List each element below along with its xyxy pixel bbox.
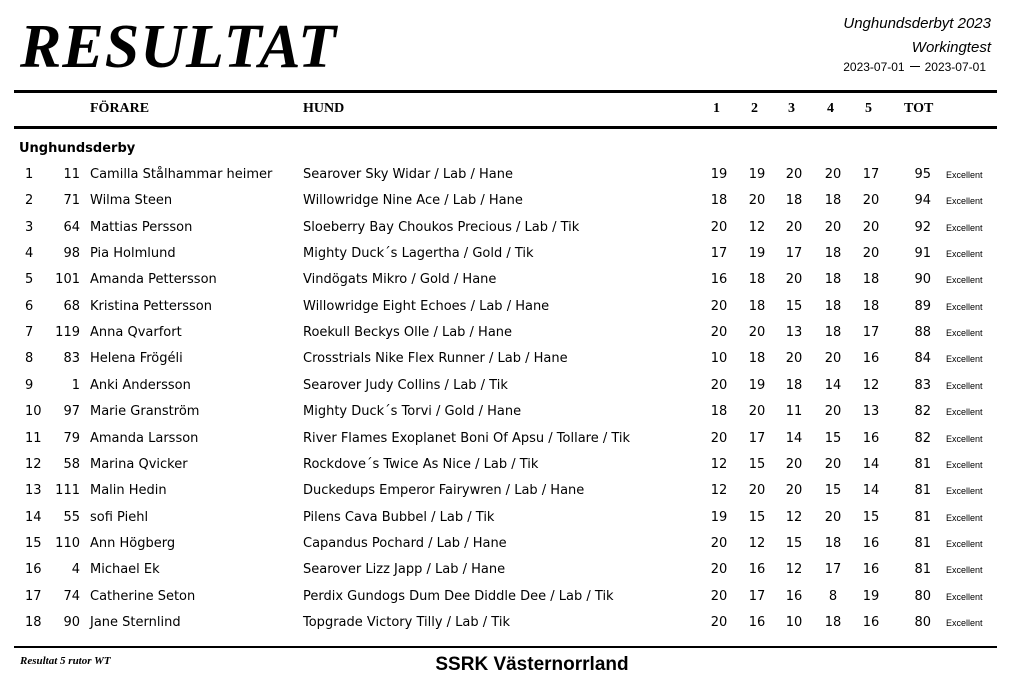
total-cell: 83 <box>914 377 931 393</box>
score-2-cell: 17 <box>748 430 766 446</box>
score-5-cell: 16 <box>862 535 880 551</box>
handler-cell: Amanda Pettersson <box>90 272 217 288</box>
table-row <box>0 615 1024 641</box>
total-cell: 81 <box>914 562 931 578</box>
place-cell: 16 <box>25 562 42 578</box>
score-2-cell: 18 <box>748 298 766 314</box>
prize-cell: Excellent <box>946 617 983 628</box>
table-row <box>0 272 1024 298</box>
dog-cell: Topgrade Victory Tilly / Lab / Tik <box>303 614 510 630</box>
score-1-cell: 20 <box>710 377 728 393</box>
score-4-cell: 20 <box>824 167 842 182</box>
score-3-cell: 20 <box>785 456 803 472</box>
prize-cell: Excellent <box>946 433 983 444</box>
score-5-cell: 20 <box>862 246 880 262</box>
prize-cell: Excellent <box>946 275 983 286</box>
handler-cell: Amanda Larsson <box>90 430 199 446</box>
place-cell: 12 <box>25 456 42 472</box>
dog-cell: Roekull Beckys Olle / Lab / Hane <box>303 325 513 341</box>
score-1-cell: 19 <box>710 509 728 525</box>
event-info <box>843 12 991 60</box>
column-header-2: 2 <box>751 101 758 116</box>
score-5-cell: 16 <box>862 430 880 446</box>
score-1-cell: 16 <box>710 272 728 288</box>
prize-cell: Excellent <box>946 222 983 233</box>
score-2-cell: 20 <box>748 404 766 420</box>
table-row <box>0 246 1024 272</box>
score-3-cell: 11 <box>785 404 803 420</box>
place-cell: 2 <box>25 193 34 209</box>
place-cell: 1 <box>25 167 34 182</box>
score-1-cell: 12 <box>710 483 728 499</box>
prize-cell: Excellent <box>946 328 983 339</box>
event-type: Workingtest <box>911 39 991 56</box>
prize-cell: Excellent <box>946 565 983 576</box>
table-row <box>0 351 1024 377</box>
total-cell: 91 <box>914 246 931 262</box>
score-5-cell: 19 <box>862 588 880 604</box>
score-5-cell: 17 <box>862 167 880 182</box>
total-cell: 81 <box>914 483 931 499</box>
handler-cell: Marina Qvicker <box>90 456 188 472</box>
score-2-cell: 19 <box>748 377 766 393</box>
start-number-cell: 111 <box>55 483 80 499</box>
handler-cell: Wilma Steen <box>90 193 173 209</box>
place-cell: 17 <box>25 588 42 604</box>
score-4-cell: 8 <box>828 588 838 604</box>
handler-cell: Pia Holmlund <box>90 246 176 262</box>
start-number-cell: 98 <box>63 246 80 262</box>
prize-cell: Excellent <box>946 354 983 365</box>
total-cell: 94 <box>914 193 931 209</box>
score-3-cell: 12 <box>785 509 803 525</box>
score-5-cell: 17 <box>862 325 880 341</box>
start-number-cell: 90 <box>63 614 80 630</box>
place-cell: 15 <box>25 535 42 551</box>
start-number-cell: 79 <box>63 430 80 446</box>
score-1-cell: 20 <box>710 430 728 446</box>
prize-cell: Excellent <box>946 538 983 549</box>
header-rule-top <box>14 90 997 93</box>
handler-cell: Mattias Persson <box>90 219 193 235</box>
table-row <box>0 325 1024 351</box>
score-3-cell: 17 <box>785 246 803 262</box>
total-cell: 81 <box>914 509 931 525</box>
score-3-cell: 18 <box>785 377 803 393</box>
total-cell: 92 <box>914 219 931 235</box>
score-2-cell: 19 <box>748 167 766 182</box>
event-name: Unghundsderbyt 2023 <box>843 15 991 32</box>
table-row <box>0 167 1024 193</box>
score-4-cell: 18 <box>824 246 842 262</box>
column-header-3: 3 <box>788 101 795 116</box>
score-5-cell: 14 <box>862 483 880 499</box>
dog-cell: Duckedups Emperor Fairywren / Lab / Hane <box>303 483 585 499</box>
score-3-cell: 13 <box>785 325 803 341</box>
score-3-cell: 20 <box>785 351 803 367</box>
score-2-cell: 20 <box>748 325 766 341</box>
dog-cell: Perdix Gundogs Dum Dee Diddle Dee / Lab / Tik <box>303 588 614 604</box>
column-header-total: TOT <box>904 101 934 116</box>
start-number-cell: 68 <box>63 298 80 314</box>
prize-cell: Excellent <box>946 459 983 470</box>
table-row <box>0 404 1024 430</box>
column-header-4: 4 <box>827 101 834 116</box>
score-3-cell: 16 <box>785 588 803 604</box>
score-2-cell: 18 <box>748 351 766 367</box>
score-1-cell: 20 <box>710 325 728 341</box>
footer-club: SSRK Västernorrland <box>435 654 629 675</box>
score-4-cell: 18 <box>824 298 842 314</box>
score-5-cell: 18 <box>862 272 880 288</box>
score-1-cell: 18 <box>710 404 728 420</box>
total-cell: 81 <box>914 535 931 551</box>
prize-cell: Excellent <box>946 249 983 260</box>
dog-cell: Pilens Cava Bubbel / Lab / Tik <box>303 509 495 525</box>
score-3-cell: 10 <box>785 614 803 630</box>
place-cell: 9 <box>25 377 34 393</box>
start-number-cell: 55 <box>63 509 80 525</box>
total-cell: 90 <box>914 272 931 288</box>
prize-cell: Excellent <box>946 486 983 497</box>
dog-cell: Capandus Pochard / Lab / Hane <box>303 535 507 551</box>
score-3-cell: 20 <box>785 219 803 235</box>
score-2-cell: 20 <box>748 483 766 499</box>
score-3-cell: 20 <box>785 167 803 182</box>
prize-cell: Excellent <box>946 301 983 312</box>
column-header-1: 1 <box>713 101 720 116</box>
start-number-cell: 58 <box>63 456 80 472</box>
handler-cell: Anna Qvarfort <box>90 325 182 341</box>
handler-cell: Ann Högberg <box>90 535 176 551</box>
prize-cell: Excellent <box>946 591 983 602</box>
table-row <box>0 589 1024 615</box>
score-4-cell: 14 <box>824 377 842 393</box>
score-4-cell: 18 <box>824 535 842 551</box>
score-5-cell: 20 <box>862 193 880 209</box>
start-number-cell: 1 <box>71 377 80 393</box>
table-row <box>0 457 1024 483</box>
footer-note: Resultat 5 rutor WT <box>20 655 111 667</box>
score-2-cell: 16 <box>748 562 766 578</box>
dog-cell: Sloeberry Bay Choukos Precious / Lab / Tik <box>303 219 580 235</box>
handler-cell: Helena Frögéli <box>90 351 183 367</box>
handler-cell: Michael Ek <box>90 562 160 578</box>
score-3-cell: 20 <box>785 483 803 499</box>
total-cell: 82 <box>914 404 931 420</box>
score-3-cell: 18 <box>785 193 803 209</box>
score-2-cell: 12 <box>748 535 766 551</box>
score-4-cell: 20 <box>824 219 842 235</box>
start-number-cell: 110 <box>55 535 80 551</box>
score-4-cell: 20 <box>824 456 842 472</box>
score-1-cell: 10 <box>710 351 728 367</box>
prize-cell: Excellent <box>946 170 983 180</box>
table-row <box>0 193 1024 219</box>
score-3-cell: 15 <box>785 535 803 551</box>
score-5-cell: 16 <box>862 562 880 578</box>
footer-rule <box>14 646 997 648</box>
start-number-cell: 4 <box>71 562 80 578</box>
handler-cell: Jane Sternlind <box>90 614 181 630</box>
prize-cell: Excellent <box>946 407 983 418</box>
score-5-cell: 12 <box>862 377 880 393</box>
score-1-cell: 20 <box>710 614 728 630</box>
handler-cell: Kristina Pettersson <box>90 298 212 314</box>
score-5-cell: 18 <box>862 298 880 314</box>
score-2-cell: 15 <box>748 509 766 525</box>
total-cell: 89 <box>914 298 931 314</box>
score-2-cell: 17 <box>748 588 766 604</box>
prize-cell: Excellent <box>946 512 983 523</box>
dog-cell: Mighty Duck´s Lagertha / Gold / Tik <box>303 246 534 262</box>
handler-cell: Marie Granström <box>90 404 200 420</box>
score-1-cell: 18 <box>710 193 728 209</box>
table-row <box>0 536 1024 562</box>
event-dates <box>843 60 986 74</box>
start-number-cell: 83 <box>63 351 80 367</box>
score-4-cell: 18 <box>824 272 842 288</box>
score-4-cell: 18 <box>824 325 842 341</box>
score-2-cell: 16 <box>748 614 766 630</box>
dog-cell: Mighty Duck´s Torvi / Gold / Hane <box>303 404 522 420</box>
start-number-cell: 97 <box>63 404 80 420</box>
section-title: Unghundsderby <box>19 141 136 156</box>
handler-cell: Malin Hedin <box>90 483 167 499</box>
start-number-cell: 119 <box>55 325 80 341</box>
prize-cell: Excellent <box>946 380 983 391</box>
dog-cell: Searover Sky Widar / Lab / Hane <box>303 167 514 182</box>
table-row <box>0 483 1024 509</box>
place-cell: 7 <box>25 325 34 341</box>
dog-cell: Willowridge Eight Echoes / Lab / Hane <box>303 298 550 314</box>
column-header-dog: HUND <box>303 101 345 116</box>
score-4-cell: 15 <box>824 430 842 446</box>
score-5-cell: 15 <box>862 509 880 525</box>
score-1-cell: 20 <box>710 588 728 604</box>
total-cell: 84 <box>914 351 931 367</box>
place-cell: 18 <box>25 614 42 630</box>
place-cell: 11 <box>25 430 42 446</box>
date-to: 2023-07-01 <box>924 60 986 74</box>
score-1-cell: 20 <box>710 219 728 235</box>
score-4-cell: 17 <box>824 562 842 578</box>
total-cell: 88 <box>914 325 931 341</box>
handler-cell: Anki Andersson <box>90 377 191 393</box>
total-cell: 95 <box>914 167 931 182</box>
place-cell: 10 <box>25 404 42 420</box>
score-2-cell: 19 <box>748 246 766 262</box>
score-2-cell: 15 <box>748 456 766 472</box>
dog-cell: Crosstrials Nike Flex Runner / Lab / Hane <box>303 351 568 367</box>
start-number-cell: 101 <box>55 272 80 288</box>
place-cell: 5 <box>25 272 34 288</box>
score-4-cell: 20 <box>824 351 842 367</box>
place-cell: 6 <box>25 298 34 314</box>
score-5-cell: 14 <box>862 456 880 472</box>
table-row <box>0 510 1024 536</box>
score-3-cell: 12 <box>785 562 803 578</box>
total-cell: 81 <box>914 456 931 472</box>
dog-cell: Searover Lizz Japp / Lab / Hane <box>303 562 506 578</box>
start-number-cell: 64 <box>63 219 80 235</box>
score-1-cell: 19 <box>710 167 728 182</box>
table-row <box>0 220 1024 246</box>
total-cell: 82 <box>914 430 931 446</box>
dog-cell: Vindögats Mikro / Gold / Hane <box>303 272 497 288</box>
score-4-cell: 18 <box>824 193 842 209</box>
place-cell: 14 <box>25 509 42 525</box>
table-row <box>0 299 1024 325</box>
score-4-cell: 18 <box>824 614 842 630</box>
dog-cell: Rockdove´s Twice As Nice / Lab / Tik <box>303 456 539 472</box>
dog-cell: River Flames Exoplanet Boni Of Apsu / Tollare / Tik <box>303 430 631 446</box>
score-4-cell: 20 <box>824 404 842 420</box>
column-header-handler: FÖRARE <box>90 101 150 116</box>
place-cell: 4 <box>25 246 34 262</box>
score-2-cell: 20 <box>748 193 766 209</box>
handler-cell: Catherine Seton <box>90 588 196 604</box>
score-5-cell: 16 <box>862 351 880 367</box>
score-1-cell: 17 <box>710 246 728 262</box>
score-1-cell: 20 <box>710 298 728 314</box>
date-separator <box>910 66 920 67</box>
score-2-cell: 18 <box>748 272 766 288</box>
score-5-cell: 13 <box>862 404 880 420</box>
score-4-cell: 15 <box>824 483 842 499</box>
score-5-cell: 20 <box>862 219 880 235</box>
dog-cell: Searover Judy Collins / Lab / Tik <box>303 377 508 393</box>
score-5-cell: 16 <box>862 614 880 630</box>
score-3-cell: 15 <box>785 298 803 314</box>
page-title: RESULTAT <box>20 13 337 81</box>
header-rule-bottom <box>14 126 997 129</box>
prize-cell: Excellent <box>946 196 983 207</box>
dog-cell: Willowridge Nine Ace / Lab / Hane <box>303 193 523 209</box>
table-row <box>0 431 1024 457</box>
place-cell: 3 <box>25 219 34 235</box>
total-cell: 80 <box>914 614 931 630</box>
score-4-cell: 20 <box>824 509 842 525</box>
start-number-cell: 74 <box>63 588 80 604</box>
table-row <box>0 562 1024 588</box>
total-cell: 80 <box>914 588 931 604</box>
start-number-cell: 11 <box>63 167 80 182</box>
date-from: 2023-07-01 <box>843 60 905 74</box>
score-1-cell: 12 <box>710 456 728 472</box>
score-3-cell: 20 <box>785 272 803 288</box>
start-number-cell: 71 <box>63 193 80 209</box>
score-1-cell: 20 <box>710 535 728 551</box>
place-cell: 8 <box>25 351 34 367</box>
column-header-5: 5 <box>865 101 872 116</box>
table-row <box>0 378 1024 404</box>
score-2-cell: 12 <box>748 219 766 235</box>
score-1-cell: 20 <box>710 562 728 578</box>
handler-cell: sofi Piehl <box>90 509 149 525</box>
place-cell: 13 <box>25 483 42 499</box>
score-3-cell: 14 <box>785 430 803 446</box>
handler-cell: Camilla Stålhammar heimer <box>90 167 273 182</box>
